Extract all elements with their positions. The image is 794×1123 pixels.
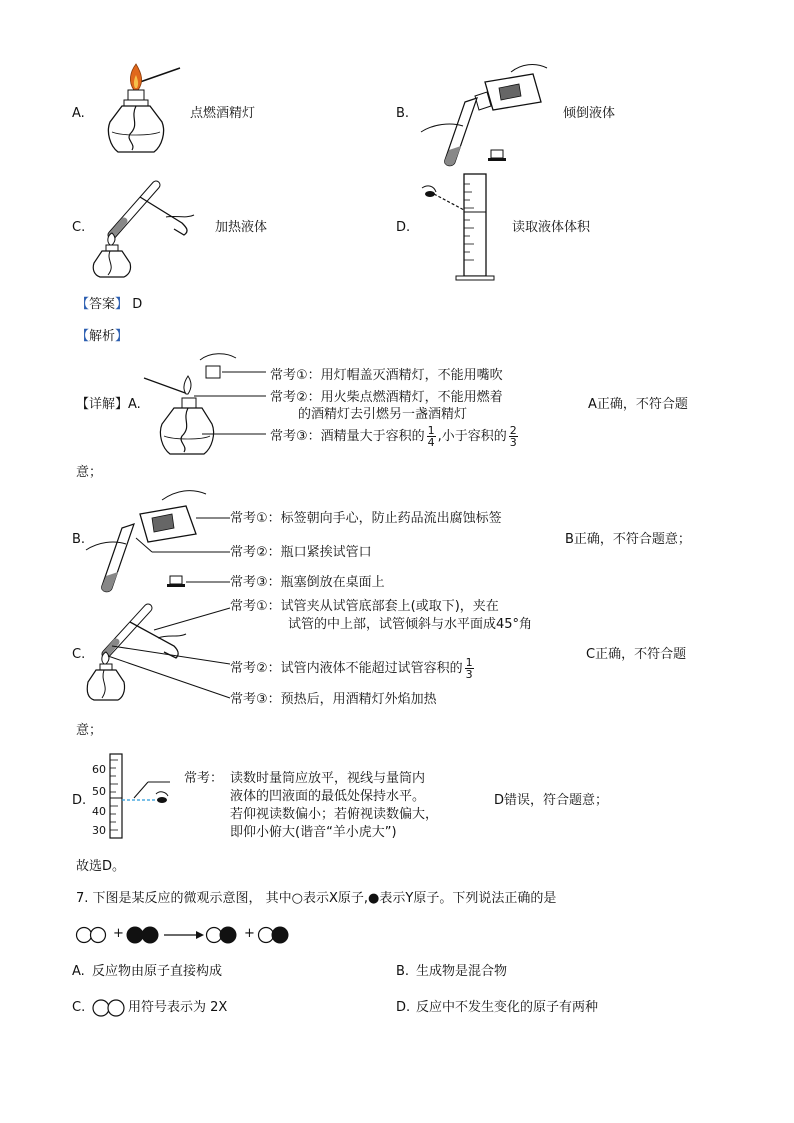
detail-c-c3: 常考③：预热后，用酒精灯外焰加热 xyxy=(230,692,437,707)
reading-volume-figure xyxy=(420,172,500,284)
analysis-tag: 解析 xyxy=(89,329,116,344)
detail-c-c1b: 试管的中上部，试管倾斜与水平面成45°角 xyxy=(288,617,533,632)
tick-40: 40 xyxy=(92,805,106,818)
detail-c-letter: C. xyxy=(72,647,86,662)
reaction-arrow xyxy=(164,930,204,940)
plus-sign-2: + xyxy=(244,926,255,941)
product-xy-molecule-2 xyxy=(258,926,290,944)
answer-tag-open: 【 xyxy=(76,297,90,312)
q7-stem: 7. 下图是某反应的微观示意图， 其中○表示X原子,●表示Y原子。下列说法正确的是 xyxy=(76,891,557,906)
detail-d-letter: D. xyxy=(72,793,87,808)
detail-a-c2a: 常考②：用火柴点燃酒精灯，不能用燃着 xyxy=(270,390,503,405)
plus-sign-1: + xyxy=(113,926,124,941)
detail-c-figure xyxy=(84,598,230,708)
answer-tag-close: 】 xyxy=(115,297,129,312)
tick-60: 60 xyxy=(92,763,106,776)
detail-tag: 【详解】 xyxy=(76,397,129,412)
detail-b-c2: 常考②：瓶口紧挨试管口 xyxy=(230,545,372,560)
detail-a-c3a: 常考③：酒精量大于容积的 xyxy=(270,429,425,444)
detail-a-cont: 意； xyxy=(76,465,103,480)
conclusion: 故选D。 xyxy=(76,859,126,874)
detail-b-letter: B. xyxy=(72,532,86,547)
detail-c-c2a: 常考②：试管内液体不能超过试管容积的 xyxy=(230,661,463,676)
fraction-numerator: 1 xyxy=(465,656,473,669)
q7-option-a-letter: A. xyxy=(72,964,85,979)
detail-a-c3b: ,小于容积的 xyxy=(437,429,507,444)
option-d-label: 读取液体体积 xyxy=(512,220,591,235)
q7-option-b-letter: B. xyxy=(396,964,410,979)
option-b-letter: B. xyxy=(396,106,410,121)
fraction-one-third xyxy=(465,657,474,680)
fraction-numerator: 2 xyxy=(509,424,517,437)
tick-50: 50 xyxy=(92,785,106,798)
x2-molecule-icon xyxy=(92,999,126,1017)
product-xy-molecule-1 xyxy=(206,926,238,944)
reactant-x2-molecule xyxy=(76,926,108,944)
option-a-label: 点燃酒精灯 xyxy=(190,106,256,121)
tick-30: 30 xyxy=(92,824,106,837)
answer-value: D xyxy=(132,297,143,312)
q7-option-a-text: 反应物由原子直接构成 xyxy=(92,964,223,979)
detail-d-line4: 即仰小俯大(谐音“羊小虎大”) xyxy=(230,825,397,840)
fraction-denominator: 4 xyxy=(427,436,435,449)
fraction-one-quarter xyxy=(427,425,436,448)
fraction-denominator: 3 xyxy=(509,436,517,449)
detail-b-figure xyxy=(86,488,230,600)
detail-d-line2: 液体的凹液面的最低处保持水平。 xyxy=(230,789,426,804)
option-c-letter: C. xyxy=(72,220,86,235)
fraction-numerator: 1 xyxy=(427,424,435,437)
detail-a-c3 xyxy=(270,425,520,448)
option-c-label: 加热液体 xyxy=(215,220,268,235)
detail-d-verdict: D错误，符合题意； xyxy=(494,793,609,808)
q7-option-d-text: 反应中不发生变化的原子有两种 xyxy=(416,1000,599,1015)
q7-option-c-text: 用符号表示为 2X xyxy=(128,1000,228,1015)
detail-d-line1: 读数时量筒应放平，视线与量筒内 xyxy=(230,771,426,786)
detail-d-figure xyxy=(110,754,190,840)
detail-c-c2 xyxy=(230,657,476,680)
detail-a-figure xyxy=(140,350,270,460)
pouring-liquid-figure xyxy=(415,62,555,172)
fraction-denominator: 3 xyxy=(465,668,473,681)
detail-c-cont: 意； xyxy=(76,723,103,738)
answer-line xyxy=(76,296,142,314)
reactant-y2-molecule xyxy=(126,926,160,944)
detail-c-c1a: 常考①：试管夹从试管底部套上(或取下)，夹在 xyxy=(230,599,499,614)
option-b-label: 倾倒液体 xyxy=(563,106,616,121)
detail-c-verdict: C正确，不符合题 xyxy=(586,647,687,662)
heating-liquid-figure xyxy=(90,175,200,280)
detail-a-c2b: 的酒精灯去引燃另一盏酒精灯 xyxy=(298,407,468,422)
lighting-lamp-figure xyxy=(92,62,192,162)
q7-option-d-letter: D. xyxy=(396,1000,411,1015)
q7-option-c-letter: C. xyxy=(72,1000,86,1015)
detail-b-c1: 常考①：标签朝向手心，防止药品流出腐蚀标签 xyxy=(230,511,502,526)
fraction-two-thirds xyxy=(509,425,518,448)
option-d-letter: D. xyxy=(396,220,411,235)
analysis-tag-close: 】 xyxy=(115,329,129,344)
detail-a-letter: A. xyxy=(128,397,141,412)
option-a-letter: A. xyxy=(72,106,85,121)
detail-b-verdict: B正确，不符合题意； xyxy=(565,532,691,547)
answer-tag: 答案 xyxy=(89,297,116,312)
q7-option-b-text: 生成物是混合物 xyxy=(416,964,508,979)
detail-d-head: 常考： xyxy=(184,771,224,786)
detail-a-verdict: A正确，不符合题 xyxy=(588,397,688,412)
detail-d-line3: 若仰视读数偏小；若俯视读数偏大， xyxy=(230,807,439,822)
detail-a-c1: 常考①：用灯帽盖灭酒精灯，不能用嘴吹 xyxy=(270,368,503,383)
reaction-diagram xyxy=(76,924,296,946)
analysis-line xyxy=(76,328,128,346)
detail-b-c3: 常考③：瓶塞倒放在桌面上 xyxy=(230,575,385,590)
analysis-tag-open: 【 xyxy=(76,329,90,344)
